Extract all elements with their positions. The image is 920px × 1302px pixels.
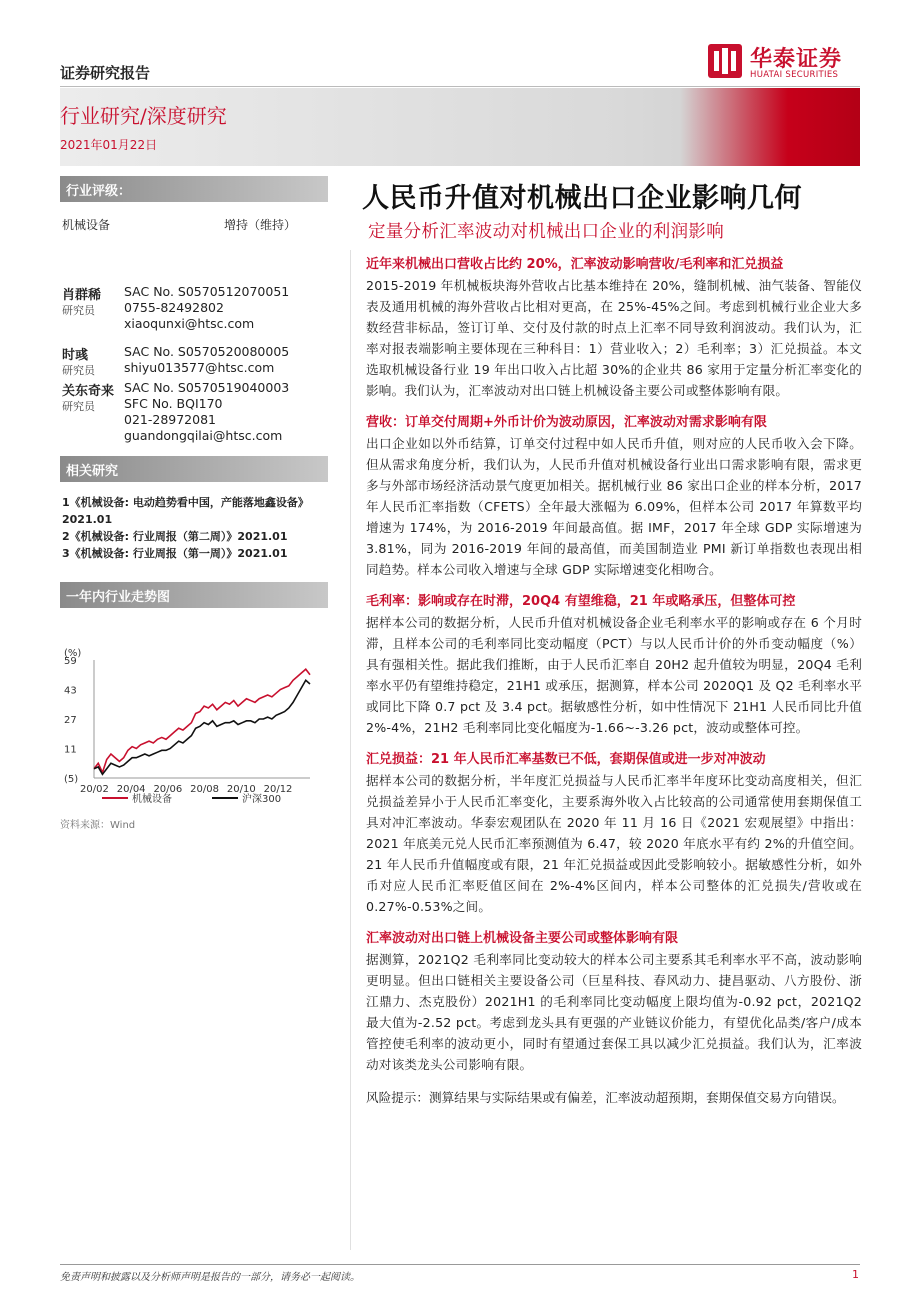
related-item[interactable]: 3《机械设备: 行业周报（第一周）》2021.01 (62, 547, 288, 560)
header-divider (60, 86, 860, 87)
section-overall-impact (366, 929, 862, 1075)
chart-heading: 一年内行业走势图 (60, 582, 328, 608)
section-gross-margin (366, 592, 862, 738)
column-divider (350, 250, 351, 1250)
related-item-date: 2021.01 (62, 513, 113, 526)
section-heading: 毛利率：影响或存在时滞，20Q4 有望维稳，21 年或略承压，但整体可控 (366, 594, 796, 609)
analyst-name: 关东奇来 (62, 384, 115, 399)
analyst-role: 研究员 (62, 364, 95, 377)
analyst-email: shiyu013577@htsc.com (124, 360, 275, 375)
section-body: 据样本公司的数据分析，人民币升值对机械设备企业毛利率水平的影响或存在 6 个月时滞，且样本公司的毛利率同比变动幅度（PCT）与以人民币计价的外币变动幅度（%）具有强相关性。据此我们推断，由于人民币汇率自 20H2 起升值较为明显，20Q4 毛利率水平仍有望维持稳定，21H1 或承压，据测算，样本公司 2020Q1 及 Q2 毛利率水平或同比下降 0.7 pct 及 3.4 pct。据敏感性分析，如中性情况下 21H1 人民币同比升值 2%-4%，21H2 毛利率同比变化幅度为-1.66~-3.26 pct，波动或整体可控。 (366, 615, 862, 735)
section-heading: 汇兑损益：21 年人民币汇率基数已不低，套期保值或进一步对冲波动 (366, 752, 766, 767)
analyst-email: guandongqilai@htsc.com (124, 428, 283, 443)
rating-heading: 行业评级： (60, 176, 328, 202)
section-body: 据测算，2021Q2 毛利率同比变动较大的样本公司主要系其毛利率水平不高，波动影响更明显。但出口链相关主要设备公司（巨星科技、春风动力、捷昌驱动、八方股份、浙江鼎力、杰克股份）2021H1 的毛利率同比变动幅度上限均值为-0.92 pct，2021Q2 最大值为-2.52 pct。考虑到龙头具有更强的产业链议价能力，有望优化品类/客户/成本管控使毛利率的波动更小，同时有望通过套保工具以减少汇兑损益。我们认为，汇率波动对该类龙头公司影响有限。 (366, 952, 862, 1072)
analyst-sac: SAC No. S0570512070051 (124, 284, 290, 299)
section-revenue-share (366, 255, 862, 401)
analyst-email: xiaoqunxi@htsc.com (124, 316, 255, 331)
x-tick-label: 20/04 (116, 784, 146, 795)
report-subtitle: 定量分析汇率波动对机械出口企业的利润影响 (368, 222, 724, 242)
report-type-label: 证券研究报告 (60, 64, 151, 82)
analyst-role: 研究员 (62, 400, 95, 413)
related-item[interactable]: 1《机械设备: 电动趋势看中国，产能落地鑫设备》 (62, 496, 309, 509)
header-banner-accent (680, 88, 860, 166)
legend-label: 沪深300 (242, 794, 282, 805)
series-line-1 (94, 680, 310, 774)
logo-cn-text: 华泰证券 (750, 47, 843, 72)
risk-warning: 风险提示：测算结果与实际结果或有偏差，汇率波动超预期，套期保值交易方向错误。 (366, 1090, 845, 1105)
analyst-name: 肖群稀 (62, 288, 102, 303)
analyst-item (60, 380, 328, 450)
industry-name: 机械设备 (62, 218, 111, 232)
footer-disclaimer: 免责声明和披露以及分析师声明是报告的一部分，请务必一起阅读。 (60, 1272, 360, 1283)
legend-label: 机械设备 (132, 794, 172, 805)
x-tick-label: 20/12 (263, 784, 293, 795)
analyst-list (60, 282, 328, 450)
related-heading: 相关研究 (60, 456, 328, 482)
industry-rating: 增持（维持） (224, 218, 297, 232)
x-tick-label: 20/02 (80, 784, 109, 795)
related-item[interactable]: 2《机械设备: 行业周报（第二周）》2021.01 (62, 530, 288, 543)
analyst-role: 研究员 (62, 304, 95, 317)
y-tick-label: 27 (64, 715, 77, 726)
report-date: 2021年01月22日 (60, 138, 158, 152)
section-body: 据样本公司的数据分析，半年度汇兑损益与人民币汇率半年度环比变动高度相关，但汇兑损益差异小于人民币汇率变化，主要系海外收入占比较高的公司通常使用套期保值工具对冲汇率波动。华泰宏观团队在 2020 年 11 月 16 日《2021 宏观展望》中指出：2021 年底美元兑人民币汇率预测值为 6.47，较 2020 年底水平有约 2%的升值空间。21 年人民币升值幅度或有限，21 年汇兑损益或因此受影响较小。据敏感性分析，如外币对应人民币汇率贬值区间在 2%-4%区间内，样本公司整体的汇兑损失/营收或在 0.27%-0.53%之间。 (366, 773, 862, 914)
section-revenue (366, 413, 862, 580)
footer-divider (60, 1264, 860, 1265)
section-heading: 营收：订单交付周期+外币计价为波动原因，汇率波动对需求影响有限 (366, 415, 767, 430)
y-tick-label: 43 (64, 685, 77, 697)
x-tick-label: 20/06 (153, 784, 183, 795)
page-number: 1 (852, 1268, 859, 1281)
section-body: 2015-2019 年机械板块海外营收占比基本维持在 20%，缝制机械、油气装备、智能仪表及通用机械的海外营收占比相对更高，在 25%-45%之间。考虑到机械行业企业大多数经营非标品，签订订单、交付及付款的时点上汇率不同导致利润波动。我们认为，汇率对报表端影响主要体现在三种科目：1）营业收入；2）毛利率；3）汇兑损益。本文选取机械设备行业 19 年出口收入占比超 30%的企业共 86 家用于定量分析汇率变化的影响。我们认为，汇率波动对出口链上机械设备主要公司或整体影响有限。 (366, 278, 862, 398)
analyst-phone: 021-28972081 (124, 412, 216, 427)
section-heading: 汇率波动对出口链上机械设备主要公司或整体影响有限 (366, 931, 679, 946)
report-subject: 行业研究/深度研究 (60, 104, 227, 128)
section-fx-gain-loss (366, 750, 862, 917)
x-tick-label: 20/10 (226, 784, 256, 795)
trend-chart-panel (60, 582, 328, 831)
analyst-name: 时彧 (62, 348, 89, 363)
report-title: 人民币升值对机械出口企业影响几何 (362, 183, 802, 214)
analyst-sac: SAC No. S0570520080005 (124, 344, 290, 359)
x-tick-label: 20/08 (190, 784, 219, 795)
analyst-phone: 0755-82492802 (124, 300, 224, 315)
y-tick-label: (5) (64, 774, 79, 785)
huatai-logo-icon (708, 44, 742, 78)
section-body: 出口企业如以外币结算，订单交付过程中如人民币升值，则对应的人民币收入会下降。但从需求角度分析，我们认为，人民币升值对机械设备行业出口需求影响有限，需求更多与外部市场经济活动景气度更加相关。据机械行业 86 家出口企业的样本分析，2017 年人民币汇率指数（CFETS）全年最大涨幅为 6.09%，但样本公司 2017 年算数平均增速为 174%，为 2016-2019 年间最高值。据 IMF，2017 年全球 GDP 实际增速为 3.81%，同为 2016-2019 年间的最高值，而美国制造业 PMI 新订单指数也表现出相同趋势。样本公司收入增速与全球 GDP 实际增速变化相吻合。 (366, 436, 862, 577)
analyst-sac: SAC No. S0570519040003 (124, 380, 290, 395)
section-heading: 近年来机械出口营收占比约 20%，汇率波动影响营收/毛利率和汇兑损益 (366, 257, 784, 272)
trend-chart (60, 610, 328, 810)
chart-source: 资料来源：Wind (60, 820, 136, 831)
rating-panel (60, 176, 328, 242)
related-research (60, 456, 328, 562)
analyst-item (60, 344, 328, 380)
y-tick-label: 11 (64, 744, 77, 756)
logo-en-text: HUATAI SECURITIES (750, 70, 839, 80)
y-unit-label: (%) (64, 648, 82, 659)
series-line-0 (94, 669, 310, 772)
y-tick-label: 59 (64, 656, 77, 667)
analyst-sfc: SFC No. BQI170 (124, 396, 223, 411)
huatai-logo (708, 44, 860, 84)
summary-body (366, 255, 862, 1108)
analyst-item (60, 282, 328, 344)
